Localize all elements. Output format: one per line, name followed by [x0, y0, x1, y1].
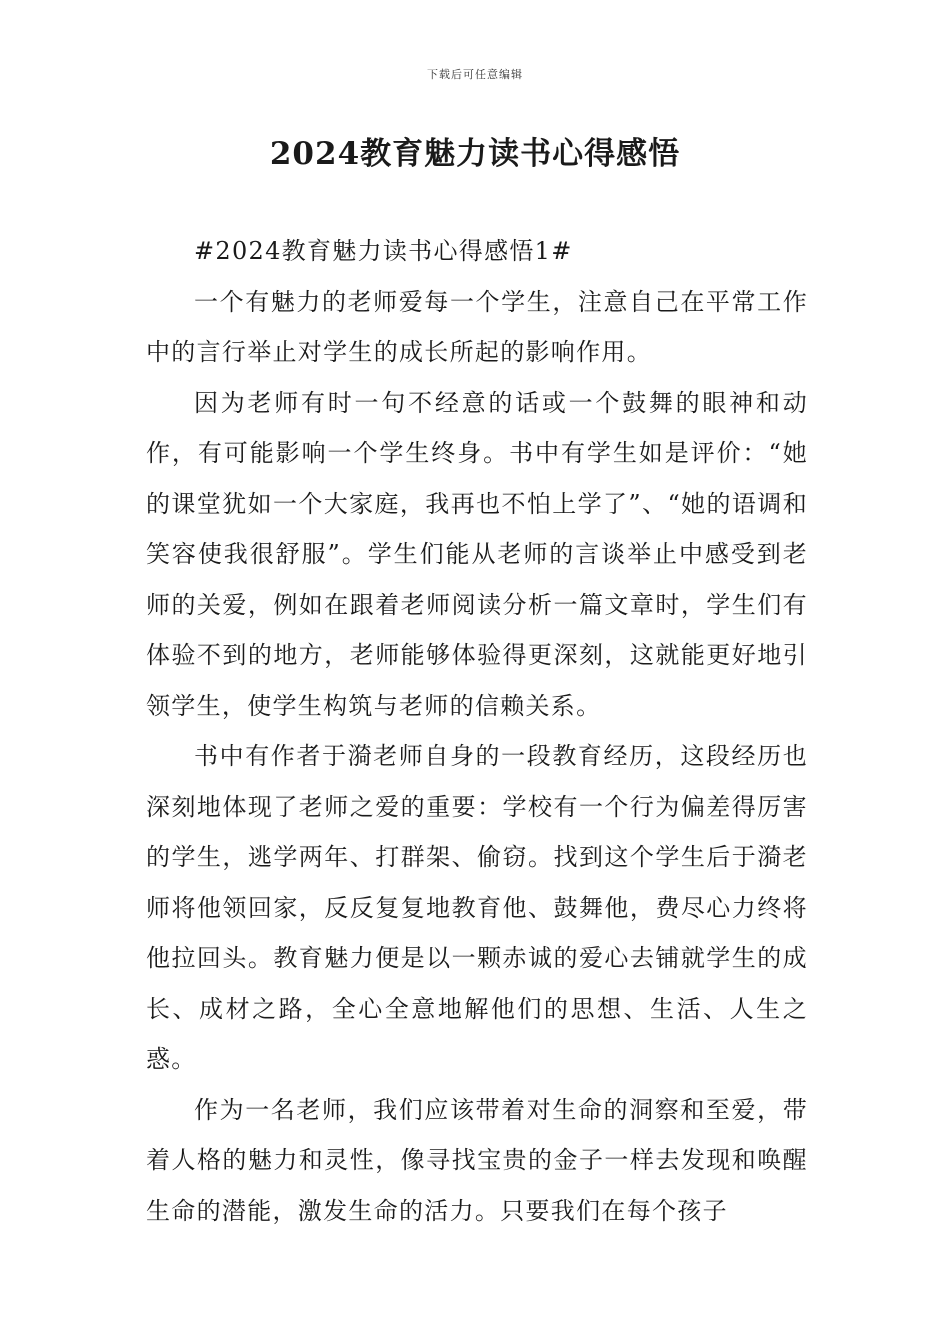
paragraph-subtitle: #2024教育魅力读书心得感悟1# [194, 237, 573, 265]
paragraph: 因为老师有时一句不经意的话或一个鼓舞的眼神和动作，有可能影响一个学生终身。书中有学生如是评价：“她的课堂犹如一个大家庭，我再也不怕上学了”、“她的语调和笑容使我很舒服”。学生们能从老师的言谈举止中感受到老师的关爱，例如在跟着老师阅读分析一篇文章时，学生们有体验不到的地方，老师能够体验得更深刻，这就能更好地引领学生，使学生构筑与老师的信赖关系。 [146, 388, 808, 720]
paragraph: 一个有魅力的老师爱每一个学生，注意自己在平常工作中的言行举止对学生的成长所起的影响作用。 [146, 287, 808, 366]
paragraph: 书中有作者于漪老师自身的一段教育经历，这段经历也深刻地体现了老师之爱的重要：学校有一个行为偏差得厉害的学生，逃学两年、打群架、偷窃。找到这个学生后于漪老师将他领回家，反反复复地教育他、鼓舞他，费尽心力终将他拉回头。教育魅力便是以一颗赤诚的爱心去铺就学生的成长、成材之路，全心全意地解他们的思想、生活、人生之惑。 [146, 742, 808, 1073]
document-title: 2024教育魅力读书心得感悟 [269, 136, 681, 172]
header-note: 下载后可任意编辑 [427, 68, 523, 81]
document-body [146, 226, 808, 1236]
paragraph: 作为一名老师，我们应该带着对生命的洞察和至爱，带着人格的魅力和灵性，像寻找宝贵的金子一样去发现和唤醒生命的潜能，激发生命的活力。只要我们在每个孩子 [146, 1095, 808, 1225]
